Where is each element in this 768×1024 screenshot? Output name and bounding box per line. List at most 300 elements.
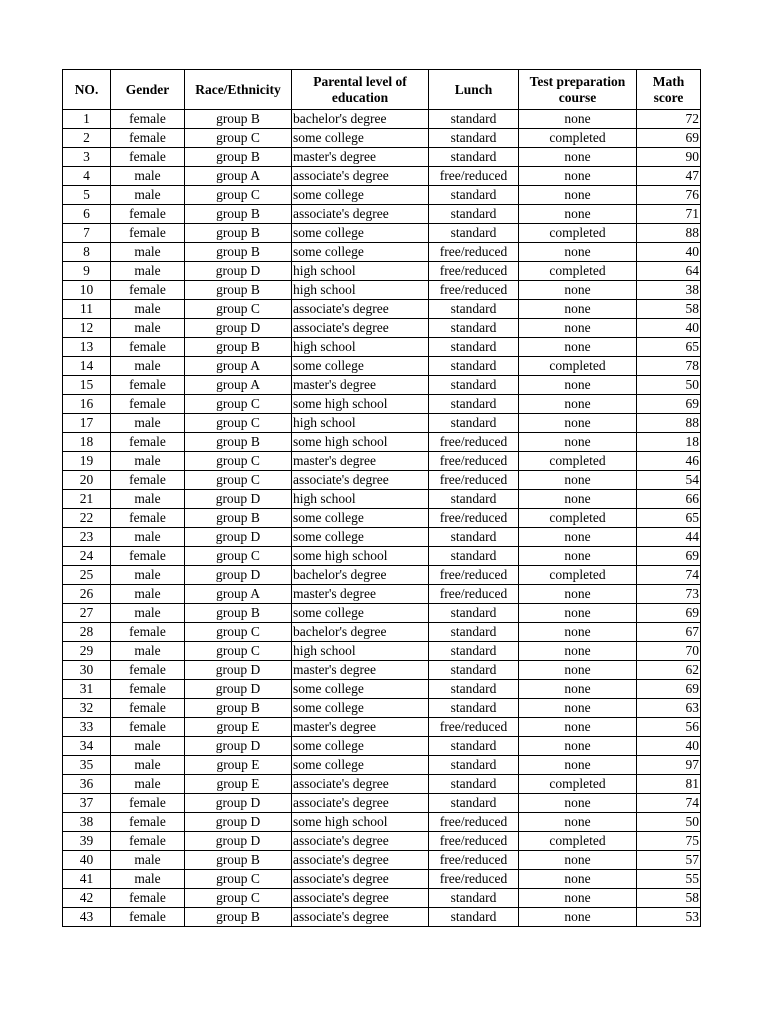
race-cell: group B bbox=[185, 851, 292, 870]
no-cell: 17 bbox=[63, 414, 111, 433]
test-prep-cell: none bbox=[519, 718, 637, 737]
gender-cell: male bbox=[111, 186, 185, 205]
test-prep-cell: none bbox=[519, 395, 637, 414]
column-header-no: NO. bbox=[63, 70, 111, 110]
parental-education-cell: associate's degree bbox=[292, 775, 429, 794]
race-cell: group B bbox=[185, 148, 292, 167]
race-cell: group D bbox=[185, 528, 292, 547]
parental-education-cell: master's degree bbox=[292, 376, 429, 395]
gender-cell: female bbox=[111, 832, 185, 851]
lunch-cell: free/reduced bbox=[429, 585, 519, 604]
gender-cell: female bbox=[111, 623, 185, 642]
no-cell: 42 bbox=[63, 889, 111, 908]
math-score-cell: 66 bbox=[637, 490, 701, 509]
math-score-cell: 69 bbox=[637, 129, 701, 148]
no-cell: 26 bbox=[63, 585, 111, 604]
gender-cell: male bbox=[111, 585, 185, 604]
race-cell: group D bbox=[185, 661, 292, 680]
parental-education-cell: bachelor's degree bbox=[292, 566, 429, 585]
math-score-cell: 64 bbox=[637, 262, 701, 281]
race-cell: group C bbox=[185, 471, 292, 490]
no-cell: 24 bbox=[63, 547, 111, 566]
test-prep-cell: none bbox=[519, 148, 637, 167]
table-row bbox=[63, 908, 701, 927]
lunch-cell: standard bbox=[429, 699, 519, 718]
table-row bbox=[63, 433, 701, 452]
lunch-cell: free/reduced bbox=[429, 262, 519, 281]
math-score-cell: 74 bbox=[637, 566, 701, 585]
parental-education-cell: master's degree bbox=[292, 718, 429, 737]
lunch-cell: standard bbox=[429, 908, 519, 927]
math-score-cell: 18 bbox=[637, 433, 701, 452]
gender-cell: female bbox=[111, 471, 185, 490]
test-prep-cell: completed bbox=[519, 129, 637, 148]
table-row bbox=[63, 604, 701, 623]
math-score-cell: 70 bbox=[637, 642, 701, 661]
lunch-cell: standard bbox=[429, 186, 519, 205]
table-row bbox=[63, 509, 701, 528]
table-row bbox=[63, 243, 701, 262]
gender-cell: male bbox=[111, 319, 185, 338]
no-cell: 8 bbox=[63, 243, 111, 262]
math-score-cell: 50 bbox=[637, 813, 701, 832]
table-row bbox=[63, 129, 701, 148]
math-score-cell: 81 bbox=[637, 775, 701, 794]
gender-cell: male bbox=[111, 566, 185, 585]
math-score-cell: 67 bbox=[637, 623, 701, 642]
lunch-cell: standard bbox=[429, 129, 519, 148]
math-score-cell: 88 bbox=[637, 414, 701, 433]
gender-cell: female bbox=[111, 376, 185, 395]
no-cell: 29 bbox=[63, 642, 111, 661]
lunch-cell: free/reduced bbox=[429, 870, 519, 889]
table-row bbox=[63, 623, 701, 642]
gender-cell: female bbox=[111, 129, 185, 148]
math-score-cell: 88 bbox=[637, 224, 701, 243]
table-row bbox=[63, 186, 701, 205]
math-score-cell: 63 bbox=[637, 699, 701, 718]
parental-education-cell: high school bbox=[292, 281, 429, 300]
test-prep-cell: none bbox=[519, 338, 637, 357]
student-data-table bbox=[62, 69, 701, 927]
test-prep-cell: none bbox=[519, 433, 637, 452]
math-score-cell: 47 bbox=[637, 167, 701, 186]
race-cell: group C bbox=[185, 395, 292, 414]
test-prep-cell: none bbox=[519, 870, 637, 889]
race-cell: group D bbox=[185, 832, 292, 851]
no-cell: 10 bbox=[63, 281, 111, 300]
no-cell: 7 bbox=[63, 224, 111, 243]
test-prep-cell: none bbox=[519, 414, 637, 433]
parental-education-cell: some college bbox=[292, 224, 429, 243]
gender-cell: female bbox=[111, 718, 185, 737]
gender-cell: male bbox=[111, 528, 185, 547]
parental-education-cell: associate's degree bbox=[292, 851, 429, 870]
gender-cell: female bbox=[111, 699, 185, 718]
test-prep-cell: none bbox=[519, 680, 637, 699]
table-row bbox=[63, 756, 701, 775]
lunch-cell: standard bbox=[429, 794, 519, 813]
test-prep-cell: none bbox=[519, 642, 637, 661]
column-header-math-score: Math score bbox=[637, 70, 701, 110]
table-row bbox=[63, 452, 701, 471]
lunch-cell: free/reduced bbox=[429, 243, 519, 262]
gender-cell: female bbox=[111, 433, 185, 452]
test-prep-cell: none bbox=[519, 186, 637, 205]
table-row bbox=[63, 205, 701, 224]
test-prep-cell: completed bbox=[519, 832, 637, 851]
lunch-cell: free/reduced bbox=[429, 167, 519, 186]
lunch-cell: free/reduced bbox=[429, 566, 519, 585]
race-cell: group B bbox=[185, 908, 292, 927]
table-row bbox=[63, 642, 701, 661]
lunch-cell: standard bbox=[429, 319, 519, 338]
table-row bbox=[63, 300, 701, 319]
table-row bbox=[63, 680, 701, 699]
lunch-cell: standard bbox=[429, 547, 519, 566]
math-score-cell: 78 bbox=[637, 357, 701, 376]
test-prep-cell: completed bbox=[519, 452, 637, 471]
parental-education-cell: associate's degree bbox=[292, 794, 429, 813]
test-prep-cell: none bbox=[519, 851, 637, 870]
test-prep-cell: none bbox=[519, 623, 637, 642]
no-cell: 19 bbox=[63, 452, 111, 471]
race-cell: group E bbox=[185, 756, 292, 775]
test-prep-cell: none bbox=[519, 794, 637, 813]
table-row bbox=[63, 718, 701, 737]
parental-education-cell: some college bbox=[292, 129, 429, 148]
table-row bbox=[63, 338, 701, 357]
lunch-cell: free/reduced bbox=[429, 509, 519, 528]
parental-education-cell: some high school bbox=[292, 813, 429, 832]
math-score-cell: 71 bbox=[637, 205, 701, 224]
test-prep-cell: none bbox=[519, 699, 637, 718]
gender-cell: female bbox=[111, 889, 185, 908]
lunch-cell: free/reduced bbox=[429, 281, 519, 300]
table-row bbox=[63, 395, 701, 414]
math-score-cell: 50 bbox=[637, 376, 701, 395]
table-row bbox=[63, 889, 701, 908]
lunch-cell: standard bbox=[429, 528, 519, 547]
test-prep-cell: none bbox=[519, 167, 637, 186]
parental-education-cell: associate's degree bbox=[292, 167, 429, 186]
race-cell: group E bbox=[185, 718, 292, 737]
math-score-cell: 73 bbox=[637, 585, 701, 604]
gender-cell: female bbox=[111, 680, 185, 699]
gender-cell: male bbox=[111, 300, 185, 319]
race-cell: group C bbox=[185, 129, 292, 148]
column-header-test-prep: Test preparation course bbox=[519, 70, 637, 110]
lunch-cell: standard bbox=[429, 110, 519, 129]
no-cell: 1 bbox=[63, 110, 111, 129]
gender-cell: male bbox=[111, 756, 185, 775]
parental-education-cell: some college bbox=[292, 604, 429, 623]
table-body bbox=[63, 110, 701, 927]
table-row bbox=[63, 585, 701, 604]
test-prep-cell: none bbox=[519, 300, 637, 319]
parental-education-cell: bachelor's degree bbox=[292, 623, 429, 642]
math-score-cell: 40 bbox=[637, 243, 701, 262]
race-cell: group C bbox=[185, 623, 292, 642]
math-score-cell: 65 bbox=[637, 338, 701, 357]
no-cell: 16 bbox=[63, 395, 111, 414]
test-prep-cell: completed bbox=[519, 509, 637, 528]
math-score-cell: 44 bbox=[637, 528, 701, 547]
parental-education-cell: some college bbox=[292, 737, 429, 756]
math-score-cell: 69 bbox=[637, 547, 701, 566]
race-cell: group B bbox=[185, 224, 292, 243]
lunch-cell: standard bbox=[429, 395, 519, 414]
parental-education-cell: associate's degree bbox=[292, 870, 429, 889]
header-row bbox=[63, 70, 701, 110]
math-score-cell: 53 bbox=[637, 908, 701, 927]
gender-cell: female bbox=[111, 338, 185, 357]
table-row bbox=[63, 471, 701, 490]
lunch-cell: free/reduced bbox=[429, 851, 519, 870]
race-cell: group B bbox=[185, 433, 292, 452]
parental-education-cell: some college bbox=[292, 509, 429, 528]
no-cell: 22 bbox=[63, 509, 111, 528]
parental-education-cell: associate's degree bbox=[292, 300, 429, 319]
table-row bbox=[63, 566, 701, 585]
lunch-cell: standard bbox=[429, 338, 519, 357]
race-cell: group C bbox=[185, 889, 292, 908]
lunch-cell: free/reduced bbox=[429, 718, 519, 737]
no-cell: 15 bbox=[63, 376, 111, 395]
gender-cell: female bbox=[111, 224, 185, 243]
lunch-cell: free/reduced bbox=[429, 813, 519, 832]
table-row bbox=[63, 832, 701, 851]
test-prep-cell: completed bbox=[519, 357, 637, 376]
parental-education-cell: high school bbox=[292, 642, 429, 661]
gender-cell: female bbox=[111, 395, 185, 414]
math-score-cell: 58 bbox=[637, 300, 701, 319]
gender-cell: male bbox=[111, 167, 185, 186]
parental-education-cell: some college bbox=[292, 680, 429, 699]
test-prep-cell: none bbox=[519, 205, 637, 224]
math-score-cell: 69 bbox=[637, 604, 701, 623]
parental-education-cell: some college bbox=[292, 756, 429, 775]
lunch-cell: standard bbox=[429, 756, 519, 775]
table-row bbox=[63, 813, 701, 832]
no-cell: 43 bbox=[63, 908, 111, 927]
math-score-cell: 54 bbox=[637, 471, 701, 490]
race-cell: group D bbox=[185, 262, 292, 281]
parental-education-cell: some high school bbox=[292, 547, 429, 566]
parental-education-cell: some college bbox=[292, 186, 429, 205]
parental-education-cell: associate's degree bbox=[292, 908, 429, 927]
parental-education-cell: some college bbox=[292, 243, 429, 262]
lunch-cell: standard bbox=[429, 376, 519, 395]
table-row bbox=[63, 851, 701, 870]
table-row bbox=[63, 319, 701, 338]
math-score-cell: 56 bbox=[637, 718, 701, 737]
gender-cell: male bbox=[111, 357, 185, 376]
lunch-cell: standard bbox=[429, 775, 519, 794]
gender-cell: male bbox=[111, 604, 185, 623]
parental-education-cell: some college bbox=[292, 357, 429, 376]
test-prep-cell: none bbox=[519, 756, 637, 775]
test-prep-cell: none bbox=[519, 243, 637, 262]
math-score-cell: 69 bbox=[637, 680, 701, 699]
lunch-cell: standard bbox=[429, 414, 519, 433]
no-cell: 33 bbox=[63, 718, 111, 737]
lunch-cell: standard bbox=[429, 205, 519, 224]
column-header-race: Race/Ethnicity bbox=[185, 70, 292, 110]
no-cell: 39 bbox=[63, 832, 111, 851]
race-cell: group C bbox=[185, 642, 292, 661]
parental-education-cell: some college bbox=[292, 528, 429, 547]
table-row bbox=[63, 661, 701, 680]
lunch-cell: standard bbox=[429, 680, 519, 699]
gender-cell: female bbox=[111, 813, 185, 832]
test-prep-cell: none bbox=[519, 737, 637, 756]
no-cell: 2 bbox=[63, 129, 111, 148]
no-cell: 6 bbox=[63, 205, 111, 224]
race-cell: group C bbox=[185, 452, 292, 471]
no-cell: 20 bbox=[63, 471, 111, 490]
no-cell: 21 bbox=[63, 490, 111, 509]
math-score-cell: 62 bbox=[637, 661, 701, 680]
math-score-cell: 69 bbox=[637, 395, 701, 414]
no-cell: 27 bbox=[63, 604, 111, 623]
test-prep-cell: none bbox=[519, 528, 637, 547]
no-cell: 9 bbox=[63, 262, 111, 281]
parental-education-cell: some high school bbox=[292, 395, 429, 414]
gender-cell: male bbox=[111, 775, 185, 794]
parental-education-cell: associate's degree bbox=[292, 319, 429, 338]
race-cell: group B bbox=[185, 604, 292, 623]
no-cell: 3 bbox=[63, 148, 111, 167]
race-cell: group B bbox=[185, 338, 292, 357]
lunch-cell: free/reduced bbox=[429, 433, 519, 452]
column-header-parental-education: Parental level of education bbox=[292, 70, 429, 110]
no-cell: 23 bbox=[63, 528, 111, 547]
no-cell: 18 bbox=[63, 433, 111, 452]
test-prep-cell: completed bbox=[519, 775, 637, 794]
parental-education-cell: master's degree bbox=[292, 661, 429, 680]
race-cell: group A bbox=[185, 167, 292, 186]
no-cell: 38 bbox=[63, 813, 111, 832]
table-row bbox=[63, 281, 701, 300]
race-cell: group D bbox=[185, 794, 292, 813]
test-prep-cell: none bbox=[519, 110, 637, 129]
lunch-cell: standard bbox=[429, 642, 519, 661]
math-score-cell: 65 bbox=[637, 509, 701, 528]
race-cell: group A bbox=[185, 585, 292, 604]
race-cell: group A bbox=[185, 357, 292, 376]
parental-education-cell: some high school bbox=[292, 433, 429, 452]
parental-education-cell: master's degree bbox=[292, 148, 429, 167]
gender-cell: female bbox=[111, 661, 185, 680]
gender-cell: male bbox=[111, 243, 185, 262]
table-row bbox=[63, 737, 701, 756]
lunch-cell: standard bbox=[429, 224, 519, 243]
gender-cell: female bbox=[111, 205, 185, 224]
race-cell: group B bbox=[185, 699, 292, 718]
parental-education-cell: high school bbox=[292, 414, 429, 433]
lunch-cell: standard bbox=[429, 889, 519, 908]
test-prep-cell: none bbox=[519, 547, 637, 566]
no-cell: 4 bbox=[63, 167, 111, 186]
test-prep-cell: none bbox=[519, 281, 637, 300]
table-row bbox=[63, 262, 701, 281]
lunch-cell: standard bbox=[429, 148, 519, 167]
math-score-cell: 38 bbox=[637, 281, 701, 300]
parental-education-cell: high school bbox=[292, 338, 429, 357]
table-row bbox=[63, 775, 701, 794]
gender-cell: male bbox=[111, 737, 185, 756]
race-cell: group D bbox=[185, 737, 292, 756]
race-cell: group E bbox=[185, 775, 292, 794]
no-cell: 30 bbox=[63, 661, 111, 680]
table-row bbox=[63, 357, 701, 376]
lunch-cell: standard bbox=[429, 357, 519, 376]
no-cell: 41 bbox=[63, 870, 111, 889]
parental-education-cell: high school bbox=[292, 262, 429, 281]
race-cell: group D bbox=[185, 319, 292, 338]
lunch-cell: free/reduced bbox=[429, 832, 519, 851]
table-row bbox=[63, 148, 701, 167]
math-score-cell: 40 bbox=[637, 319, 701, 338]
parental-education-cell: master's degree bbox=[292, 452, 429, 471]
race-cell: group C bbox=[185, 414, 292, 433]
no-cell: 12 bbox=[63, 319, 111, 338]
race-cell: group C bbox=[185, 870, 292, 889]
test-prep-cell: none bbox=[519, 376, 637, 395]
table-row bbox=[63, 547, 701, 566]
race-cell: group B bbox=[185, 281, 292, 300]
race-cell: group C bbox=[185, 547, 292, 566]
math-score-cell: 76 bbox=[637, 186, 701, 205]
gender-cell: male bbox=[111, 642, 185, 661]
math-score-cell: 55 bbox=[637, 870, 701, 889]
lunch-cell: standard bbox=[429, 604, 519, 623]
parental-education-cell: master's degree bbox=[292, 585, 429, 604]
table-row bbox=[63, 167, 701, 186]
gender-cell: male bbox=[111, 870, 185, 889]
no-cell: 34 bbox=[63, 737, 111, 756]
math-score-cell: 72 bbox=[637, 110, 701, 129]
no-cell: 36 bbox=[63, 775, 111, 794]
test-prep-cell: none bbox=[519, 585, 637, 604]
gender-cell: male bbox=[111, 851, 185, 870]
parental-education-cell: high school bbox=[292, 490, 429, 509]
table-header bbox=[63, 70, 701, 110]
parental-education-cell: associate's degree bbox=[292, 205, 429, 224]
no-cell: 14 bbox=[63, 357, 111, 376]
math-score-cell: 97 bbox=[637, 756, 701, 775]
no-cell: 37 bbox=[63, 794, 111, 813]
parental-education-cell: some college bbox=[292, 699, 429, 718]
table-row bbox=[63, 794, 701, 813]
gender-cell: female bbox=[111, 794, 185, 813]
lunch-cell: standard bbox=[429, 300, 519, 319]
no-cell: 31 bbox=[63, 680, 111, 699]
test-prep-cell: none bbox=[519, 490, 637, 509]
math-score-cell: 74 bbox=[637, 794, 701, 813]
race-cell: group D bbox=[185, 813, 292, 832]
column-header-gender: Gender bbox=[111, 70, 185, 110]
gender-cell: male bbox=[111, 414, 185, 433]
parental-education-cell: associate's degree bbox=[292, 832, 429, 851]
test-prep-cell: none bbox=[519, 661, 637, 680]
race-cell: group B bbox=[185, 243, 292, 262]
gender-cell: female bbox=[111, 281, 185, 300]
math-score-cell: 57 bbox=[637, 851, 701, 870]
lunch-cell: standard bbox=[429, 490, 519, 509]
no-cell: 13 bbox=[63, 338, 111, 357]
